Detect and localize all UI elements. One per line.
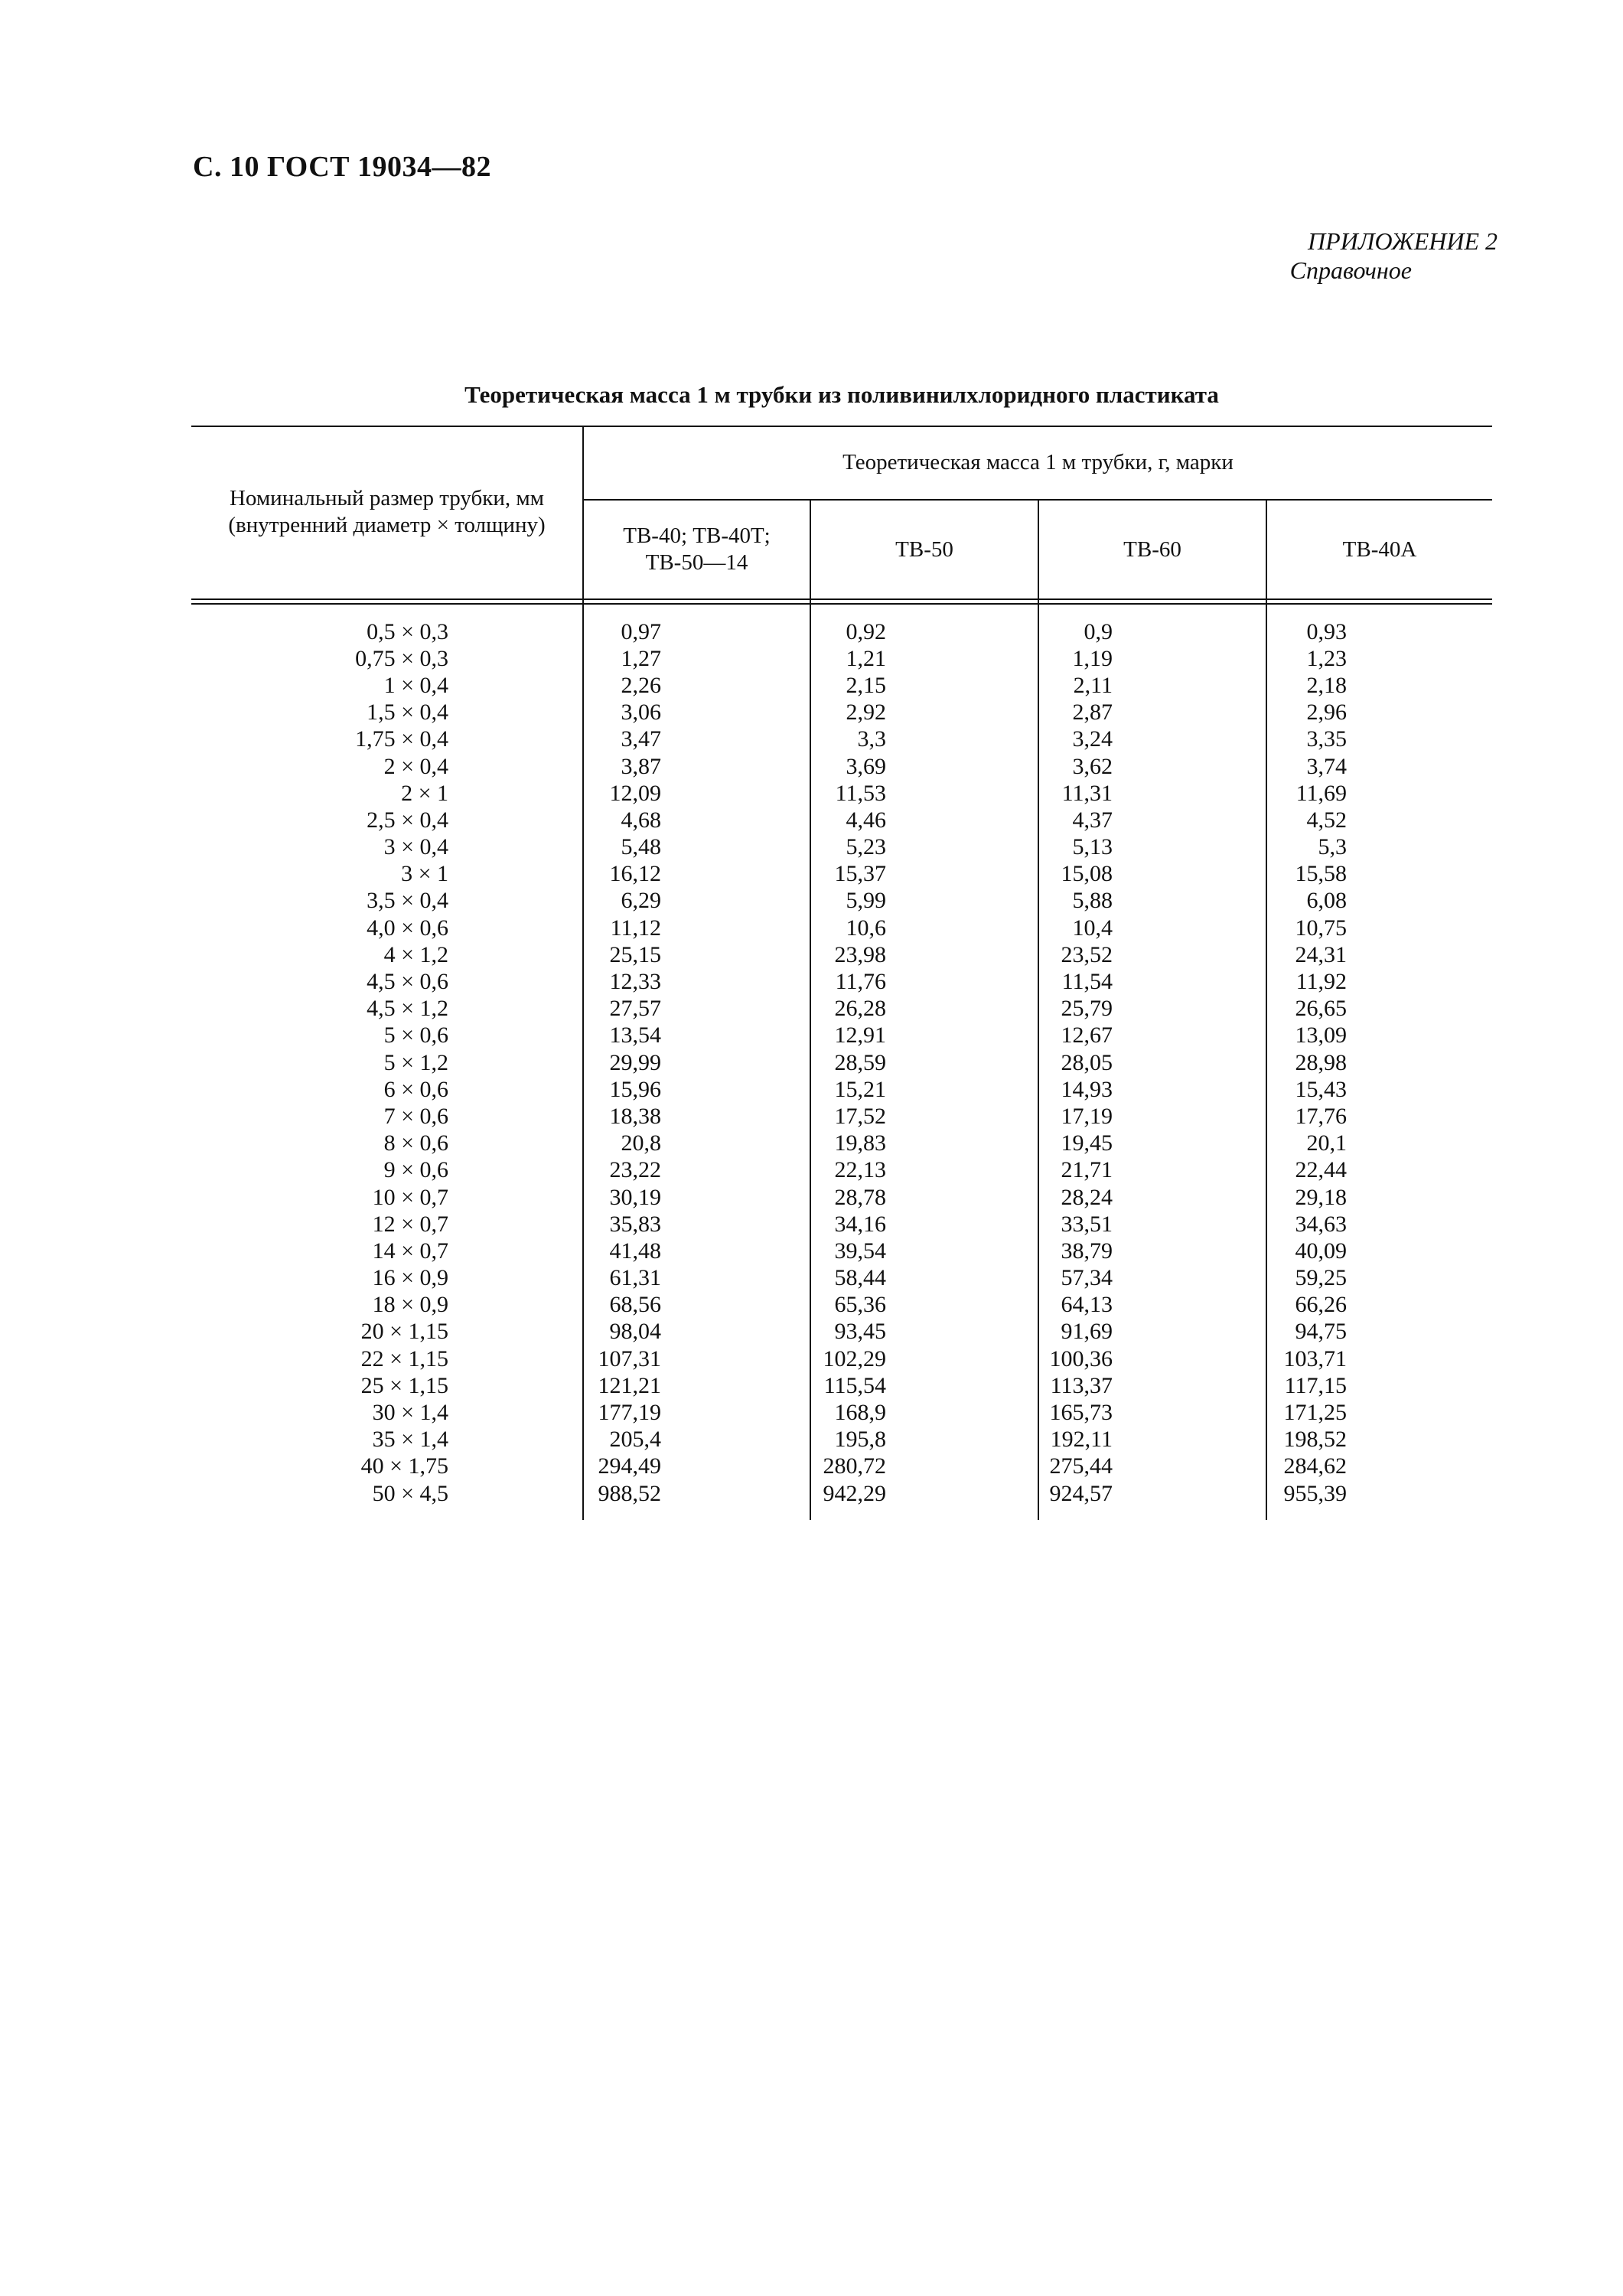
mass-cell-tv50: 23,98 bbox=[834, 941, 886, 967]
mass-cell-tv40a: 17,76 bbox=[1295, 1103, 1347, 1129]
mass-cell-tv50: 11,53 bbox=[835, 780, 886, 806]
mass-cell-tv50: 11,76 bbox=[835, 969, 886, 995]
mass-cell-tv60: 5,88 bbox=[1072, 888, 1113, 914]
table-row bbox=[191, 1049, 1492, 1076]
mass-cell-tv60: 4,37 bbox=[1072, 807, 1113, 833]
size-cell: 4,5 × 0,6 bbox=[367, 969, 448, 995]
mass-cell-tv40a: 40,09 bbox=[1295, 1238, 1347, 1264]
mass-cell-tv40: 3,06 bbox=[621, 700, 661, 726]
size-cell: 3 × 1 bbox=[401, 861, 448, 887]
mass-cell-tv60: 14,93 bbox=[1061, 1076, 1113, 1102]
table-row bbox=[191, 726, 1492, 753]
mass-cell-tv40: 13,54 bbox=[609, 1022, 661, 1049]
mass-cell-tv40a: 1,23 bbox=[1306, 645, 1347, 671]
mass-cell-tv40a: 117,15 bbox=[1284, 1372, 1347, 1398]
mass-cell-tv40a: 26,65 bbox=[1295, 996, 1347, 1022]
table-row bbox=[191, 1427, 1492, 1453]
mass-cell-tv50: 28,59 bbox=[834, 1049, 886, 1075]
mass-cell-tv40a: 3,35 bbox=[1306, 726, 1347, 752]
grade-header-tv40a: ТВ-40А bbox=[1342, 536, 1417, 562]
mass-cell-tv50: 22,13 bbox=[834, 1157, 886, 1183]
size-cell: 12 × 0,7 bbox=[372, 1211, 448, 1237]
mass-cell-tv40: 1,27 bbox=[621, 645, 661, 671]
mass-cell-tv40: 61,31 bbox=[609, 1265, 661, 1291]
size-cell: 16 × 0,9 bbox=[372, 1265, 448, 1291]
size-cell: 50 × 4,5 bbox=[372, 1480, 448, 1506]
mass-cell-tv60: 2,87 bbox=[1072, 700, 1113, 726]
mass-cell-tv40: 29,99 bbox=[609, 1049, 661, 1075]
table-row bbox=[191, 645, 1492, 672]
size-cell: 5 × 1,2 bbox=[383, 1049, 448, 1075]
mass-cell-tv50: 10,6 bbox=[846, 915, 886, 941]
mass-cell-tv40a: 284,62 bbox=[1283, 1453, 1347, 1479]
mass-cell-tv60: 1,19 bbox=[1072, 645, 1113, 671]
mass-cell-tv40: 4,68 bbox=[621, 807, 661, 833]
mass-cell-tv60: 57,34 bbox=[1061, 1265, 1113, 1291]
size-cell: 0,75 × 0,3 bbox=[355, 645, 448, 671]
appendix-title: ПРИЛОЖЕНИЕ 2 bbox=[1308, 227, 1498, 255]
mass-cell-tv60: 11,54 bbox=[1061, 969, 1113, 995]
mass-cell-tv50: 2,15 bbox=[846, 672, 886, 698]
mass-cell-tv40: 12,09 bbox=[609, 780, 661, 806]
mass-cell-tv50: 4,46 bbox=[846, 807, 886, 833]
mass-cell-tv50: 93,45 bbox=[834, 1319, 886, 1345]
grade-header-tv60: ТВ-60 bbox=[1123, 536, 1181, 562]
mass-cell-tv60: 924,57 bbox=[1049, 1480, 1113, 1506]
table-row bbox=[191, 1319, 1492, 1345]
table-row bbox=[191, 1130, 1492, 1157]
size-cell: 3,5 × 0,4 bbox=[367, 888, 448, 914]
mass-cell-tv50: 17,52 bbox=[834, 1103, 886, 1129]
mass-cell-tv40: 15,96 bbox=[609, 1076, 661, 1102]
mass-cell-tv50: 58,44 bbox=[834, 1265, 886, 1291]
mass-cell-tv40a: 22,44 bbox=[1295, 1157, 1347, 1183]
size-cell: 35 × 1,4 bbox=[372, 1427, 448, 1453]
mass-cell-tv40: 23,22 bbox=[609, 1157, 661, 1183]
mass-cell-tv60: 38,79 bbox=[1061, 1238, 1113, 1264]
mass-cell-tv40a: 4,52 bbox=[1306, 807, 1347, 833]
mass-cell-tv40: 0,97 bbox=[621, 618, 661, 644]
mass-cell-tv40a: 15,58 bbox=[1295, 861, 1347, 887]
mass-cell-tv40a: 34,63 bbox=[1295, 1211, 1347, 1237]
mass-cell-tv40a: 29,18 bbox=[1295, 1184, 1347, 1210]
mass-cell-tv40: 177,19 bbox=[598, 1400, 661, 1426]
mass-cell-tv50: 12,91 bbox=[834, 1022, 886, 1049]
mass-cell-tv40a: 955,39 bbox=[1283, 1480, 1347, 1506]
size-cell: 18 × 0,9 bbox=[372, 1292, 448, 1318]
table-row bbox=[191, 1211, 1492, 1238]
mass-cell-tv60: 11,31 bbox=[1061, 780, 1113, 806]
mass-cell-tv40a: 28,98 bbox=[1295, 1049, 1347, 1075]
table-row bbox=[191, 1157, 1492, 1184]
mass-cell-tv50: 168,9 bbox=[834, 1400, 886, 1426]
grade-header-tv50: ТВ-50 bbox=[895, 536, 953, 562]
table-row bbox=[191, 915, 1492, 941]
mass-cell-tv40a: 5,3 bbox=[1318, 834, 1347, 860]
size-cell: 1,5 × 0,4 bbox=[367, 700, 448, 726]
size-cell: 10 × 0,7 bbox=[372, 1184, 448, 1210]
mass-cell-tv50: 26,28 bbox=[834, 996, 886, 1022]
mass-cell-tv50: 115,54 bbox=[823, 1372, 886, 1398]
mass-cell-tv60: 10,4 bbox=[1072, 915, 1113, 941]
table-row bbox=[191, 941, 1492, 968]
mass-cell-tv60: 2,11 bbox=[1073, 672, 1113, 698]
mass-cell-tv40: 30,19 bbox=[609, 1184, 661, 1210]
mass-cell-tv40: 27,57 bbox=[609, 996, 661, 1022]
mass-cell-tv60: 3,24 bbox=[1072, 726, 1113, 752]
mass-cell-tv40: 121,21 bbox=[598, 1372, 661, 1398]
mass-cell-tv60: 192,11 bbox=[1050, 1427, 1113, 1453]
mass-cell-tv50: 15,21 bbox=[834, 1076, 886, 1102]
table-row bbox=[191, 672, 1492, 699]
table-body bbox=[191, 618, 1492, 1507]
mass-cell-tv40: 988,52 bbox=[598, 1480, 661, 1506]
size-cell: 1,75 × 0,4 bbox=[355, 726, 448, 752]
mass-cell-tv50: 0,92 bbox=[846, 618, 886, 644]
mass-cell-tv60: 21,71 bbox=[1061, 1157, 1113, 1183]
size-cell: 7 × 0,6 bbox=[383, 1103, 448, 1129]
table-row bbox=[191, 1238, 1492, 1264]
mass-cell-tv40a: 24,31 bbox=[1295, 941, 1347, 967]
mass-cell-tv60: 25,79 bbox=[1061, 996, 1113, 1022]
mass-cell-tv40a: 94,75 bbox=[1295, 1319, 1347, 1345]
mass-cell-tv60: 91,69 bbox=[1061, 1319, 1113, 1345]
mass-cell-tv60: 19,45 bbox=[1061, 1130, 1113, 1156]
size-cell: 30 × 1,4 bbox=[372, 1400, 448, 1426]
header-bottom-rule bbox=[191, 598, 1492, 600]
size-cell: 2 × 0,4 bbox=[383, 753, 448, 779]
size-header-line2: (внутренний диаметр × толщину) bbox=[228, 513, 546, 537]
table-row bbox=[191, 807, 1492, 833]
mass-cell-tv40: 35,83 bbox=[609, 1211, 661, 1237]
mass-cell-tv40: 3,87 bbox=[621, 753, 661, 779]
table-row bbox=[191, 1076, 1492, 1103]
mass-cell-tv60: 17,19 bbox=[1061, 1103, 1113, 1129]
mass-cell-tv40a: 3,74 bbox=[1306, 753, 1347, 779]
mass-cell-tv60: 12,67 bbox=[1061, 1022, 1113, 1049]
size-cell: 0,5 × 0,3 bbox=[367, 618, 448, 644]
mass-cell-tv40a: 103,71 bbox=[1283, 1345, 1347, 1371]
table-row bbox=[191, 1372, 1492, 1399]
mass-cell-tv60: 28,05 bbox=[1061, 1049, 1113, 1075]
mass-cell-tv40: 3,47 bbox=[621, 726, 661, 752]
mass-cell-tv40: 25,15 bbox=[609, 941, 661, 967]
table-row bbox=[191, 968, 1492, 995]
table-row bbox=[191, 861, 1492, 888]
table-row bbox=[191, 1399, 1492, 1426]
table-row bbox=[191, 1022, 1492, 1049]
table-row bbox=[191, 1184, 1492, 1211]
mass-cell-tv60: 5,13 bbox=[1072, 834, 1113, 860]
header-bottom-rule-2 bbox=[191, 603, 1492, 605]
mass-cell-tv40a: 11,92 bbox=[1295, 969, 1347, 995]
mass-cell-tv60: 64,13 bbox=[1061, 1292, 1113, 1318]
mass-cell-tv40a: 15,43 bbox=[1295, 1076, 1347, 1102]
mass-cell-tv40: 2,26 bbox=[621, 672, 661, 698]
grade-header-tv40-line2: ТВ-50—14 bbox=[645, 550, 748, 575]
mass-cell-tv40a: 198,52 bbox=[1283, 1427, 1347, 1453]
table-row bbox=[191, 753, 1492, 780]
size-column-header bbox=[191, 426, 582, 598]
size-cell: 25 × 1,15 bbox=[360, 1372, 448, 1398]
mass-cell-tv40: 16,12 bbox=[609, 861, 661, 887]
grade-header-tv40 bbox=[584, 501, 810, 598]
mass-cell-tv40a: 59,25 bbox=[1295, 1265, 1347, 1291]
mass-cell-tv50: 5,23 bbox=[846, 834, 886, 860]
mass-cell-tv50: 2,92 bbox=[846, 700, 886, 726]
size-cell: 6 × 0,6 bbox=[383, 1076, 448, 1102]
size-cell: 4,5 × 1,2 bbox=[367, 996, 448, 1022]
mass-cell-tv50: 195,8 bbox=[834, 1427, 886, 1453]
mass-cell-tv50: 942,29 bbox=[823, 1480, 886, 1506]
mass-cell-tv40a: 20,1 bbox=[1306, 1130, 1347, 1156]
table-row bbox=[191, 834, 1492, 861]
table-row bbox=[191, 1480, 1492, 1507]
size-cell: 5 × 0,6 bbox=[383, 1022, 448, 1049]
mass-cell-tv40a: 2,96 bbox=[1306, 700, 1347, 726]
mass-cell-tv60: 100,36 bbox=[1049, 1345, 1113, 1371]
mass-cell-tv50: 28,78 bbox=[834, 1184, 886, 1210]
table-row bbox=[191, 1103, 1492, 1130]
size-cell: 9 × 0,6 bbox=[383, 1157, 448, 1183]
mass-cell-tv60: 165,73 bbox=[1049, 1400, 1113, 1426]
mass-cell-tv40: 11,12 bbox=[610, 915, 661, 941]
table-row bbox=[191, 780, 1492, 807]
mass-cell-tv40a: 66,26 bbox=[1295, 1292, 1347, 1318]
mass-cell-tv50: 3,69 bbox=[846, 753, 886, 779]
mass-cell-tv40: 18,38 bbox=[609, 1103, 661, 1129]
mass-cell-tv50: 39,54 bbox=[834, 1238, 886, 1264]
mass-table bbox=[191, 426, 1492, 1537]
table-row bbox=[191, 996, 1492, 1022]
mass-cell-tv40: 5,48 bbox=[621, 834, 661, 860]
mass-cell-tv50: 102,29 bbox=[823, 1345, 886, 1371]
mass-cell-tv40: 41,48 bbox=[609, 1238, 661, 1264]
table-title: Теоретическая масса 1 м трубки из поливинилхлоридного пластиката bbox=[464, 381, 1219, 408]
table-row bbox=[191, 888, 1492, 915]
size-cell: 8 × 0,6 bbox=[383, 1130, 448, 1156]
size-cell: 2 × 1 bbox=[401, 780, 448, 806]
mass-cell-tv40: 107,31 bbox=[598, 1345, 661, 1371]
mass-cell-tv60: 275,44 bbox=[1049, 1453, 1113, 1479]
mass-cell-tv40a: 10,75 bbox=[1295, 915, 1347, 941]
mass-cell-tv40: 12,33 bbox=[609, 969, 661, 995]
mass-cell-tv40: 20,8 bbox=[621, 1130, 661, 1156]
mass-cell-tv40a: 0,93 bbox=[1306, 618, 1347, 644]
mass-cell-tv50: 3,3 bbox=[857, 726, 886, 752]
mass-cell-tv40: 205,4 bbox=[609, 1427, 661, 1453]
appendix-subtitle: Справочное bbox=[1289, 256, 1412, 284]
page-header: С. 10 ГОСТ 19034—82 bbox=[193, 151, 491, 183]
table-row bbox=[191, 1292, 1492, 1319]
mass-cell-tv40: 98,04 bbox=[609, 1319, 661, 1345]
size-cell: 1 × 0,4 bbox=[383, 672, 448, 698]
grade-header-tv40-line1: ТВ-40; ТВ-40Т; bbox=[623, 523, 771, 548]
table-row bbox=[191, 618, 1492, 645]
mass-cell-tv40: 294,49 bbox=[598, 1453, 661, 1479]
mass-cell-tv50: 280,72 bbox=[823, 1453, 886, 1479]
mass-cell-tv40a: 171,25 bbox=[1283, 1400, 1347, 1426]
mass-cell-tv40: 68,56 bbox=[609, 1292, 661, 1318]
mass-cell-tv60: 23,52 bbox=[1061, 941, 1113, 967]
size-cell: 3 × 0,4 bbox=[383, 834, 448, 860]
size-header-line1: Номинальный размер трубки, мм bbox=[229, 486, 545, 510]
size-cell: 4,0 × 0,6 bbox=[367, 915, 448, 941]
mass-cell-tv60: 3,62 bbox=[1072, 753, 1113, 779]
mass-cell-tv50: 5,99 bbox=[846, 888, 886, 914]
mass-cell-tv40a: 13,09 bbox=[1295, 1022, 1347, 1049]
mass-cell-tv60: 0,9 bbox=[1084, 618, 1113, 644]
size-cell: 14 × 0,7 bbox=[372, 1238, 448, 1264]
mass-cell-tv50: 65,36 bbox=[834, 1292, 886, 1318]
mass-cell-tv60: 33,51 bbox=[1061, 1211, 1113, 1237]
mass-cell-tv50: 34,16 bbox=[834, 1211, 886, 1237]
mass-cell-tv60: 15,08 bbox=[1061, 861, 1113, 887]
size-cell: 22 × 1,15 bbox=[360, 1345, 448, 1371]
size-cell: 40 × 1,75 bbox=[360, 1453, 448, 1479]
mass-cell-tv50: 15,37 bbox=[834, 861, 886, 887]
size-cell: 2,5 × 0,4 bbox=[367, 807, 448, 833]
table-row bbox=[191, 1453, 1492, 1480]
size-cell: 20 × 1,15 bbox=[360, 1319, 448, 1345]
mass-group-header: Теоретическая масса 1 м трубки, г, марки bbox=[842, 449, 1234, 475]
appendix-label bbox=[1290, 227, 1498, 285]
mass-cell-tv40a: 11,69 bbox=[1295, 780, 1347, 806]
mass-cell-tv40a: 2,18 bbox=[1306, 672, 1347, 698]
mass-cell-tv50: 1,21 bbox=[846, 645, 886, 671]
mass-cell-tv40: 6,29 bbox=[621, 888, 661, 914]
mass-cell-tv60: 113,37 bbox=[1050, 1372, 1113, 1398]
table-row bbox=[191, 700, 1492, 726]
table-row bbox=[191, 1265, 1492, 1292]
table-row bbox=[191, 1345, 1492, 1372]
mass-cell-tv60: 28,24 bbox=[1061, 1184, 1113, 1210]
mass-cell-tv50: 19,83 bbox=[834, 1130, 886, 1156]
mass-cell-tv40a: 6,08 bbox=[1306, 888, 1347, 914]
size-cell: 4 × 1,2 bbox=[383, 941, 448, 967]
